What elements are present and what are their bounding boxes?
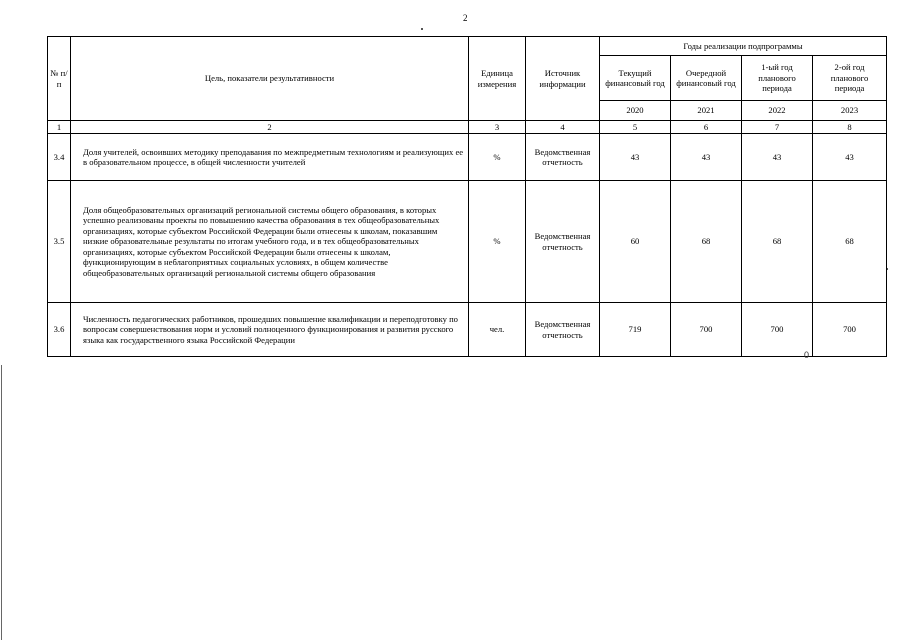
row-no: 3.6 (48, 303, 71, 357)
header-year: 2020 (600, 101, 671, 121)
indicators-table (47, 36, 887, 357)
row-value-2023: 700 (813, 303, 887, 357)
header-source: Источник информации (526, 37, 600, 121)
row-source: Ведомственная отчетность (526, 134, 600, 181)
header-year-label: Очередной финансовый год (671, 56, 742, 101)
header-no: № п/п (48, 37, 71, 121)
row-value-2022: 43 (742, 134, 813, 181)
header-year-label: Текущий финансовый год (600, 56, 671, 101)
table-row (48, 181, 887, 303)
column-number: 6 (671, 121, 742, 134)
row-goal: Доля учителей, освоивших методику преподавания по межпредметным технологиям и реализующих ее в образовательном процессе, в общей численности учителей (71, 134, 469, 181)
header-year-label: 1-ый год планового периода (742, 56, 813, 101)
row-value-2021: 700 (671, 303, 742, 357)
header-goal: Цель, показатели результативности (71, 37, 469, 121)
row-value-2023: 43 (813, 134, 887, 181)
header-years-group: Годы реализации подпрограммы (600, 37, 887, 56)
row-unit: чел. (469, 303, 526, 357)
scan-edge-line (1, 365, 2, 640)
column-number: 5 (600, 121, 671, 134)
row-no: 3.4 (48, 134, 71, 181)
row-value-2020: 43 (600, 134, 671, 181)
header-year: 2021 (671, 101, 742, 121)
column-number: 3 (469, 121, 526, 134)
table-row (48, 303, 887, 357)
column-number: 8 (813, 121, 887, 134)
row-goal: Доля общеобразовательных организаций региональной системы общего образования, в которых успешно реализованы проекты по повышению качества образования в тех общеобразовательных организациях, которые субъектом Российской Федерации были отнесены к школам, показавшим низкие образовательные результаты по итогам учебного года, и в тех общеобразовательных организациях, которые субъектом Российской Федерации были отнесены к школам, функционирующим в неблагоприятных социальных условиях, в общем количестве общеобразовательных организаций региональной системы общего образования (71, 181, 469, 303)
table-row (48, 134, 887, 181)
column-number: 4 (526, 121, 600, 134)
row-value-2022: 68 (742, 181, 813, 303)
scan-speck (421, 28, 423, 30)
row-value-2020: 719 (600, 303, 671, 357)
column-number: 1 (48, 121, 71, 134)
row-value-2022: 700 (742, 303, 813, 357)
row-source: Ведомственная отчетность (526, 181, 600, 303)
header-unit: Единица измерения (469, 37, 526, 121)
column-number: 7 (742, 121, 813, 134)
row-value-2021: 43 (671, 134, 742, 181)
row-goal: Численность педагогических работников, прошедших повышение квалификации и переподготовку по вопросам совершенствования норм и условий полноценного функционирования и развития русского языка как государственного языка Российской Федерации (71, 303, 469, 357)
header-year: 2022 (742, 101, 813, 121)
row-unit: % (469, 134, 526, 181)
row-value-2023: 68 (813, 181, 887, 303)
page-number: 2 (463, 13, 468, 23)
row-value-2021: 68 (671, 181, 742, 303)
column-number: 2 (71, 121, 469, 134)
header-year: 2023 (813, 101, 887, 121)
row-unit: % (469, 181, 526, 303)
row-no: 3.5 (48, 181, 71, 303)
row-value-2020: 60 (600, 181, 671, 303)
row-source: Ведомственная отчетность (526, 303, 600, 357)
header-year-label: 2-ой год планового периода (813, 56, 887, 101)
stray-mark: 0 (804, 350, 810, 360)
